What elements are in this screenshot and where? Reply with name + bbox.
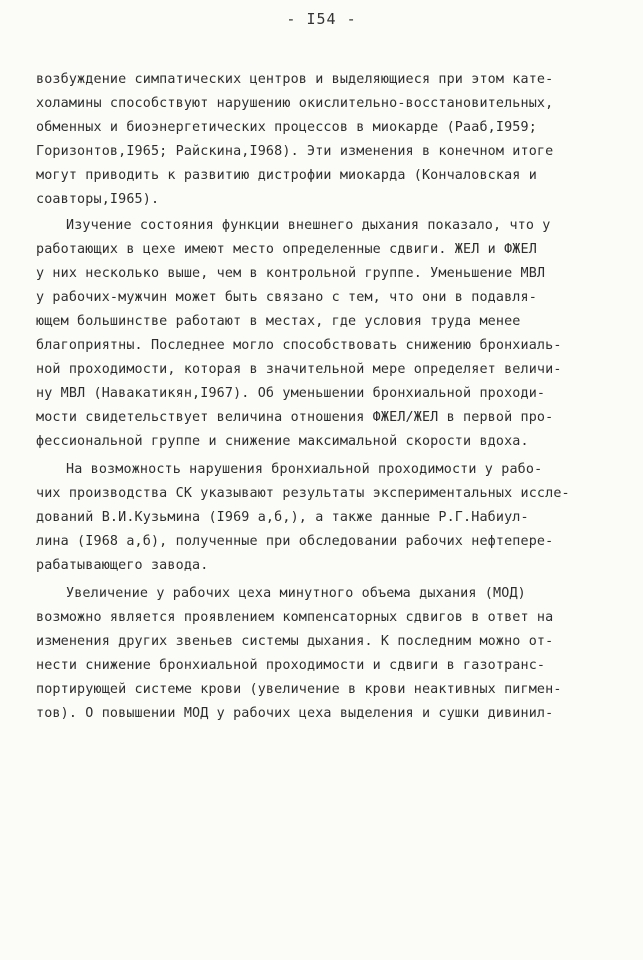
text-line: мости свидетельствует величина отношения ФЖЕЛ/ЖЕЛ в первой про- — [36, 410, 554, 425]
text-line: могут приводить к развитию дистрофии миокарда (Кончаловская и — [36, 168, 537, 183]
text-line: лина (I968 а,б), полученные при обследовании рабочих нефтепере- — [36, 534, 554, 549]
text-line: возможно является проявлением компенсаторных сдвигов в ответ на — [36, 610, 554, 625]
text-line: фессиональной группе и снижение максимальной скорости вдоха. — [36, 434, 529, 449]
text-line: ющем большинстве работают в местах, где условия труда менее — [36, 314, 521, 329]
text-line: дований В.И.Кузьмина (I969 а,б,), а также данные Р.Г.Набиул- — [36, 510, 529, 525]
text-line: возбуждение симпатических центров и выделяющиеся при этом кате- — [36, 72, 554, 87]
text-line: ну МВЛ (Навакатикян,I967). Об уменьшении бронхиальной проходи- — [36, 386, 546, 401]
text-line: у рабочих-мужчин может быть связано с тем, что они в подавля- — [36, 290, 537, 305]
page-number: - I54 - — [286, 10, 357, 28]
paragraph-first-line: На возможность нарушения бронхиальной проходимости у рабо- — [66, 462, 543, 477]
text-line: тов). О повышении МОД у рабочих цеха выделения и сушки дивинил- — [36, 706, 554, 721]
text-line: нести снижение бронхиальной проходимости и сдвиги в газотранс- — [36, 658, 546, 673]
text-line: благоприятны. Последнее могло способствовать снижению бронхиаль- — [36, 338, 562, 353]
text-line: изменения других звеньев системы дыхания. К последним можно от- — [36, 634, 554, 649]
text-line: работающих в цехе имеют место определенные сдвиги. ЖЕЛ и ФЖЕЛ — [36, 242, 537, 257]
text-line: соавторы,I965). — [36, 192, 160, 207]
text-line: портирующей системе крови (увеличение в крови неактивных пигмен- — [36, 682, 562, 697]
text-line: холамины способствуют нарушению окислительно-восстановительных, — [36, 96, 554, 111]
paragraph-first-line: Изучение состояния функции внешнего дыхания показало, что у — [66, 218, 551, 233]
text-line: у них несколько выше, чем в контрольной группе. Уменьшение МВЛ — [36, 266, 546, 281]
text-line: рабатывающего завода. — [36, 558, 209, 573]
text-line: чих производства СК указывают результаты экспериментальных иссле- — [36, 486, 570, 501]
paragraph-first-line: Увеличение у рабочих цеха минутного объема дыхания (МОД) — [66, 586, 526, 601]
text-line: Горизонтов,I965; Райскина,I968). Эти изменения в конечном итоге — [36, 144, 554, 159]
text-line: ной проходимости, которая в значительной мере определяет величи- — [36, 362, 562, 377]
text-line: обменных и биоэнергетических процессов в миокарде (Рааб,I959; — [36, 120, 537, 135]
